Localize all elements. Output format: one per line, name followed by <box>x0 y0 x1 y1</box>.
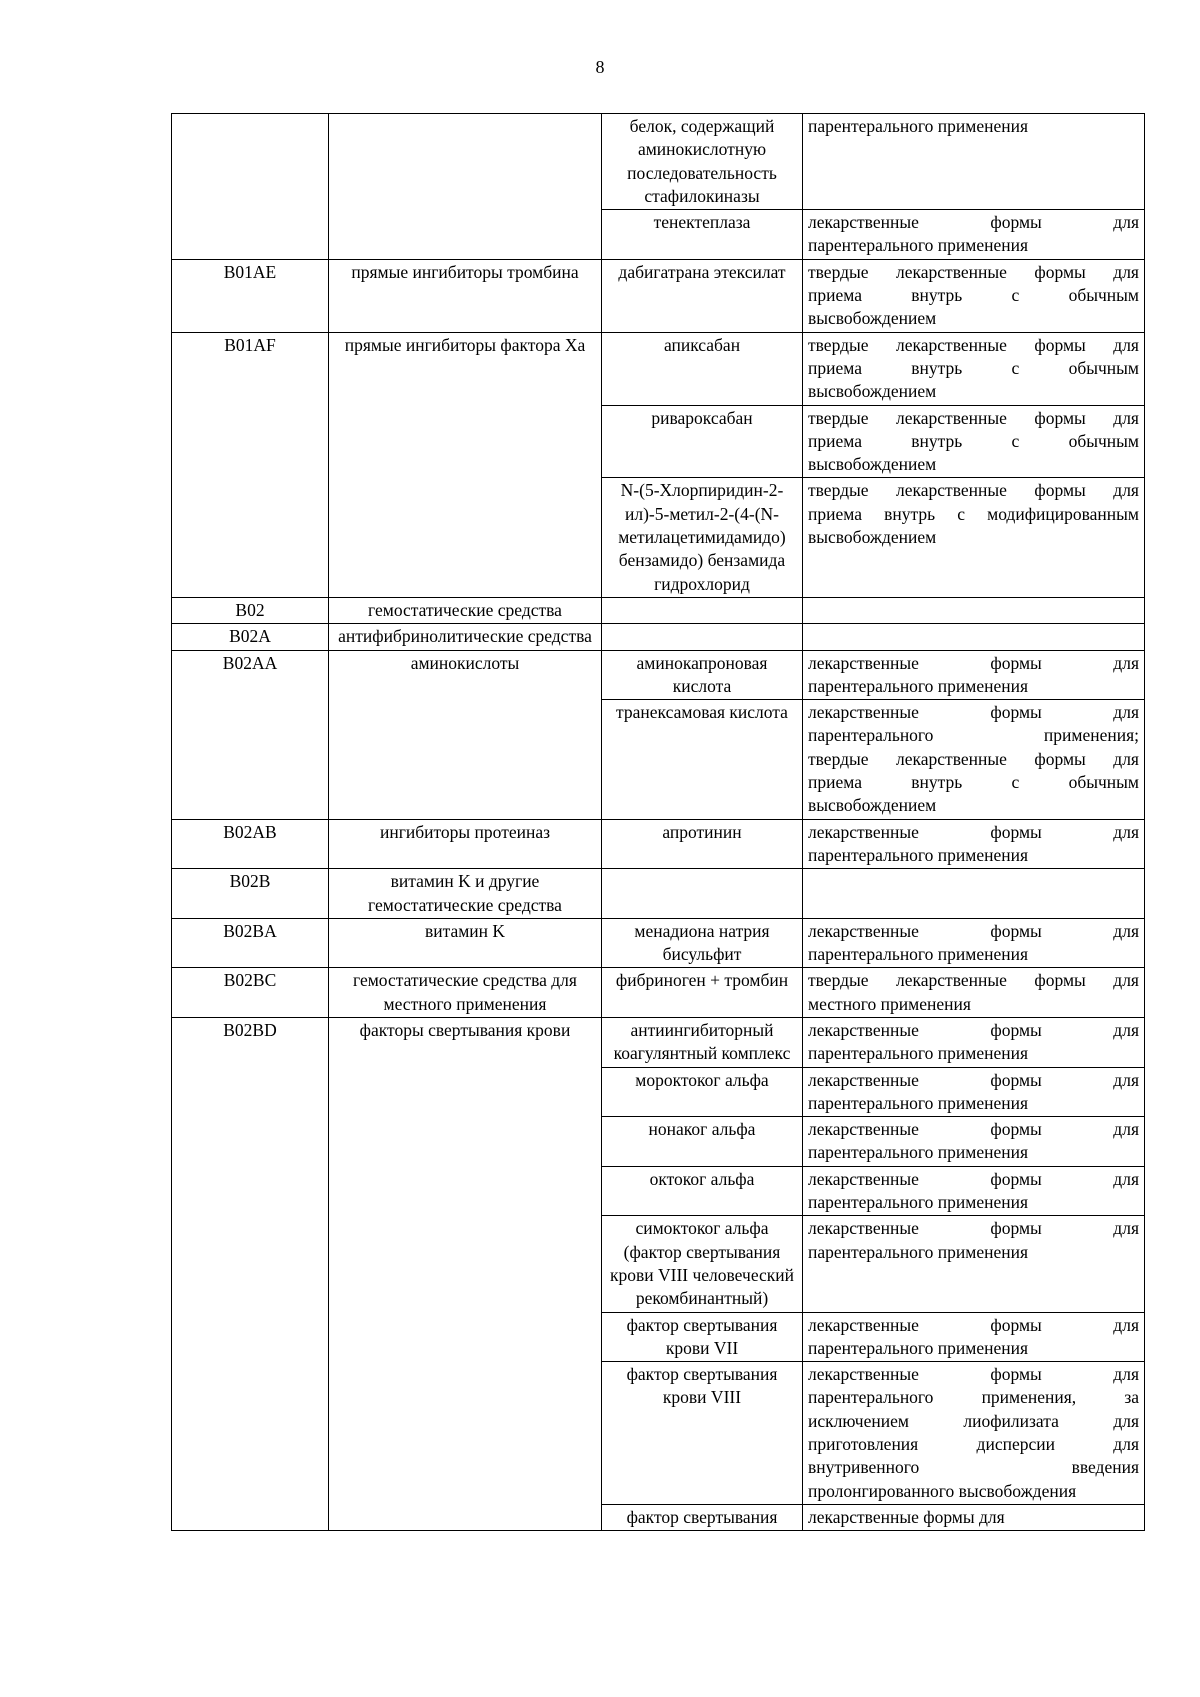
dosage-form-line: твердые лекарственные формы для <box>808 480 1139 501</box>
dosage-form-line: парентерального применения <box>808 1192 1029 1213</box>
atc-code-cell: B02A <box>172 624 329 650</box>
dosage-form-cell <box>803 332 1145 405</box>
dosage-form-cell <box>803 1117 1145 1167</box>
dosage-form-line: парентерального применения <box>808 116 1029 136</box>
dosage-form-cell <box>803 700 1145 819</box>
anatomical-group-cell: факторы свертывания крови <box>329 1017 602 1530</box>
dosage-form-line: парентерального применения <box>808 844 1029 865</box>
dosage-form-cell <box>803 405 1145 478</box>
dosage-form-cell <box>803 210 1145 260</box>
drug-name-cell: аминокапроновая кислота <box>602 650 803 700</box>
dosage-form-line: парентерального применения <box>808 675 1029 696</box>
atc-code-cell: B02 <box>172 597 329 623</box>
dosage-form-cell <box>803 918 1145 968</box>
table-body <box>172 114 1145 1531</box>
anatomical-group-cell: прямые ингибиторы фактора Xa <box>329 332 602 597</box>
dosage-form-line: твердые лекарственные формы для <box>808 261 1139 282</box>
table-row <box>172 1017 1145 1067</box>
atc-code-cell: B02B <box>172 869 329 919</box>
dosage-form-line: лекарственные формы для <box>808 652 1139 673</box>
anatomical-group-cell: витамин K <box>329 918 602 968</box>
drug-name-cell <box>602 624 803 650</box>
dosage-form-line: местного применения <box>808 993 971 1014</box>
drug-name-cell: N-(5-Хлорпиридин-2-ил)-5-метил-2-(4-(N-метилацетимидамидо) бензамидо) бензамида гидрохлорид <box>602 478 803 597</box>
dosage-form-line: лекарственные формы для <box>808 1506 1005 1527</box>
dosage-form-line: пролонгированного высвобождения <box>808 1480 1077 1501</box>
dosage-form-cell <box>803 1362 1145 1505</box>
atc-code-cell: B02AB <box>172 819 329 869</box>
atc-code-cell <box>172 114 329 260</box>
dosage-form-line: приема внутрь с обычным <box>808 772 1139 793</box>
anatomical-group-cell: гемостатические средства <box>329 597 602 623</box>
table-row <box>172 869 1145 919</box>
drug-name-cell: белок, содержащий аминокислотную последовательность стафилокиназы <box>602 114 803 210</box>
drug-name-cell: фактор свертывания <box>602 1504 803 1530</box>
dosage-form-line: парентерального применения, за <box>808 1387 1139 1408</box>
atc-code-cell: B02BD <box>172 1017 329 1530</box>
anatomical-group-cell: витамин K и другие гемостатические средства <box>329 869 602 919</box>
table-row <box>172 968 1145 1018</box>
drug-name-cell: фактор свертывания крови VII <box>602 1312 803 1362</box>
dosage-form-line: лекарственные формы для <box>808 1119 1139 1140</box>
dosage-form-line: лекарственные формы для <box>808 821 1139 842</box>
dosage-form-line: твердые лекарственные формы для <box>808 748 1139 769</box>
table-row <box>172 114 1145 210</box>
dosage-form-line: лекарственные формы для <box>808 1218 1139 1239</box>
dosage-form-line: парентерального применения; <box>808 725 1139 746</box>
drug-name-cell <box>602 869 803 919</box>
dosage-form-line: лекарственные формы для <box>808 212 1139 233</box>
drug-name-cell: октоког альфа <box>602 1166 803 1216</box>
dosage-form-cell <box>803 1216 1145 1312</box>
dosage-form-line: приготовления дисперсии для <box>808 1434 1139 1455</box>
dosage-form-line: твердые лекарственные формы для <box>808 334 1139 355</box>
table-row <box>172 597 1145 623</box>
dosage-form-line: приема внутрь с модифицированным <box>808 503 1139 524</box>
drug-name-cell: тенектеплаза <box>602 210 803 260</box>
dosage-form-line: лекарственные формы для <box>808 920 1139 941</box>
dosage-form-line: лекарственные формы для <box>808 1069 1139 1090</box>
dosage-form-line: парентерального применения <box>808 1142 1029 1163</box>
drug-name-cell: нонаког альфа <box>602 1117 803 1167</box>
dosage-form-cell <box>803 968 1145 1018</box>
dosage-form-cell <box>803 114 1145 210</box>
table-row <box>172 624 1145 650</box>
drug-name-cell: фибриноген + тромбин <box>602 968 803 1018</box>
table-row <box>172 259 1145 332</box>
drug-name-cell <box>602 597 803 623</box>
dosage-form-line: лекарственные формы для <box>808 702 1139 723</box>
dosage-form-line: высвобождением <box>808 308 937 329</box>
atc-code-cell: B02BA <box>172 918 329 968</box>
dosage-form-cell <box>803 259 1145 332</box>
anatomical-group-cell: антифибринолитические средства <box>329 624 602 650</box>
dosage-form-line: лекарственные формы для <box>808 1019 1139 1040</box>
dosage-form-cell <box>803 478 1145 597</box>
anatomical-group-cell: прямые ингибиторы тромбина <box>329 259 602 332</box>
dosage-form-line: парентерального применения <box>808 1241 1029 1262</box>
dosage-form-cell <box>803 819 1145 869</box>
page-number: 8 <box>595 57 605 77</box>
drug-name-cell: менадиона натрия бисульфит <box>602 918 803 968</box>
dosage-form-line: парентерального применения <box>808 235 1029 256</box>
anatomical-group-cell <box>329 114 602 260</box>
dosage-form-line: парентерального применения <box>808 1043 1029 1064</box>
drug-name-cell: ривароксабан <box>602 405 803 478</box>
dosage-form-cell <box>803 1166 1145 1216</box>
dosage-form-line: твердые лекарственные формы для <box>808 407 1139 428</box>
atc-code-cell: B01AF <box>172 332 329 597</box>
dosage-form-line: парентерального применения <box>808 1337 1029 1358</box>
dosage-form-cell <box>803 1504 1145 1530</box>
drug-name-cell: мороктоког альфа <box>602 1067 803 1117</box>
anatomical-group-cell: ингибиторы протеиназ <box>329 819 602 869</box>
table-row <box>172 819 1145 869</box>
drug-name-cell: апиксабан <box>602 332 803 405</box>
dosage-form-line: высвобождением <box>808 381 937 402</box>
drug-name-cell: симоктоког альфа (фактор свертывания крови VIII человеческий рекомбинантный) <box>602 1216 803 1312</box>
atc-code-cell: B01AE <box>172 259 329 332</box>
dosage-form-cell <box>803 597 1145 623</box>
table-row <box>172 650 1145 700</box>
anatomical-group-cell: гемостатические средства для местного применения <box>329 968 602 1018</box>
dosage-form-line: лекарственные формы для <box>808 1364 1139 1385</box>
dosage-form-line: лекарственные формы для <box>808 1314 1139 1335</box>
drug-name-cell: фактор свертывания крови VIII <box>602 1362 803 1505</box>
dosage-form-line: приема внутрь с обычным <box>808 357 1139 378</box>
dosage-form-line: твердые лекарственные формы для <box>808 970 1139 991</box>
dosage-form-cell <box>803 624 1145 650</box>
drug-list-table <box>171 113 1145 1531</box>
dosage-form-line: лекарственные формы для <box>808 1168 1139 1189</box>
dosage-form-line: приема внутрь с обычным <box>808 285 1139 306</box>
drug-name-cell: апротинин <box>602 819 803 869</box>
dosage-form-line: высвобождением <box>808 454 937 475</box>
atc-code-cell: B02BC <box>172 968 329 1018</box>
dosage-form-line: высвобождением <box>808 527 937 548</box>
dosage-form-line: приема внутрь с обычным <box>808 430 1139 451</box>
table-row <box>172 332 1145 405</box>
drug-name-cell: дабигатрана этексилат <box>602 259 803 332</box>
dosage-form-cell <box>803 1067 1145 1117</box>
dosage-form-cell <box>803 869 1145 919</box>
dosage-form-cell <box>803 1312 1145 1362</box>
atc-code-cell: B02AA <box>172 650 329 819</box>
drug-name-cell: антиингибиторный коагулянтный комплекс <box>602 1017 803 1067</box>
table-row <box>172 918 1145 968</box>
dosage-form-line: исключением лиофилизата для <box>808 1410 1139 1431</box>
dosage-form-cell <box>803 650 1145 700</box>
dosage-form-cell <box>803 1017 1145 1067</box>
dosage-form-line: парентерального применения <box>808 944 1029 965</box>
dosage-form-line: парентерального применения <box>808 1092 1029 1113</box>
dosage-form-line: высвобождением <box>808 795 937 816</box>
drug-name-cell: транексамовая кислота <box>602 700 803 819</box>
anatomical-group-cell: аминокислоты <box>329 650 602 819</box>
dosage-form-line: внутривенного введения <box>808 1457 1139 1478</box>
